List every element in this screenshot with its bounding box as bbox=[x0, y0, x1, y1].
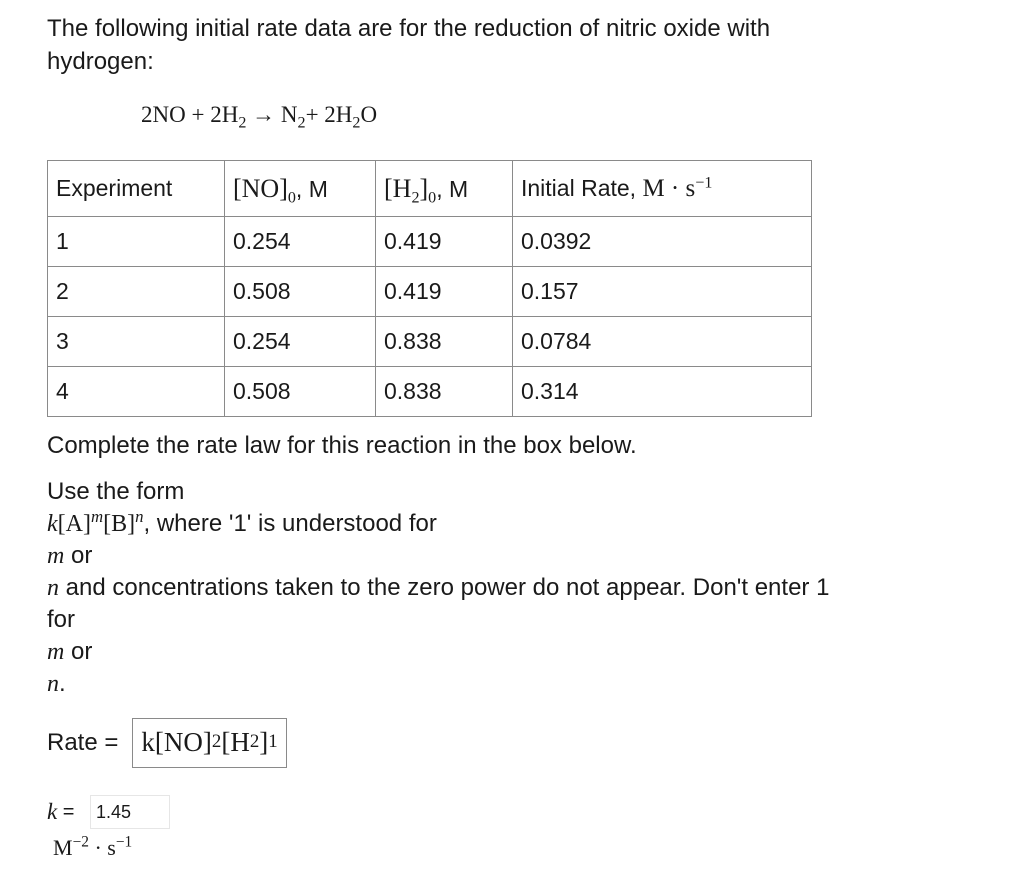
table-row bbox=[48, 317, 812, 367]
rate-data-table bbox=[47, 160, 812, 417]
table-header-row bbox=[48, 161, 812, 217]
k-symbol: k bbox=[47, 799, 58, 824]
rate-law-row bbox=[47, 718, 287, 768]
k-equals: = bbox=[57, 800, 81, 823]
problem-intro bbox=[47, 12, 947, 78]
instruction-n: n. bbox=[47, 670, 66, 697]
cell-rate: 0.157 bbox=[513, 267, 812, 317]
rate-constant-row bbox=[47, 795, 170, 829]
reactant-no: 2NO bbox=[141, 102, 186, 127]
instruction-for: for bbox=[47, 606, 76, 633]
cell-no: 0.508 bbox=[225, 367, 376, 417]
cell-h2: 0.838 bbox=[376, 317, 513, 367]
k-units: $M^{-2} \cdot s^{-1}$ bbox=[53, 833, 133, 860]
cell-experiment: 4 bbox=[48, 367, 225, 417]
header-initial-rate: Initial Rate, $M \cdot s^{-1}$ bbox=[513, 161, 812, 217]
instruction-form: $k[A]^m[B]^n$, where '1' is understood for bbox=[47, 507, 437, 537]
instruction-m-or-2: m or bbox=[47, 638, 93, 665]
rate-label: Rate = bbox=[47, 729, 119, 756]
reaction-arrow: → bbox=[246, 102, 281, 127]
cell-no: 0.254 bbox=[225, 317, 376, 367]
cell-h2: 0.419 bbox=[376, 217, 513, 267]
cell-h2: 0.419 bbox=[376, 267, 513, 317]
header-h2-concentration: $[H_2]_0$, M bbox=[376, 161, 513, 217]
intro-line-1: The following initial rate data are for the reduction of nitric oxide with bbox=[47, 15, 771, 42]
cell-h2: 0.838 bbox=[376, 367, 513, 417]
k-value-input[interactable] bbox=[90, 795, 170, 829]
cell-experiment: 1 bbox=[48, 217, 225, 267]
rate-law-answer-box[interactable]: k[NO] 2 [H 2 ] 1 bbox=[132, 718, 287, 768]
cell-experiment: 2 bbox=[48, 267, 225, 317]
table-row bbox=[48, 367, 812, 417]
cell-rate: 0.314 bbox=[513, 367, 812, 417]
instruction-complete: Complete the rate law for this reaction in the box below. bbox=[47, 432, 637, 459]
table-row bbox=[48, 217, 812, 267]
cell-no: 0.508 bbox=[225, 267, 376, 317]
instructions bbox=[47, 430, 977, 700]
instruction-use-form: Use the form bbox=[47, 478, 185, 505]
cell-rate: 0.0392 bbox=[513, 217, 812, 267]
product-h2o: 2H bbox=[324, 102, 353, 127]
header-experiment: Experiment bbox=[48, 161, 225, 217]
cell-experiment: 3 bbox=[48, 317, 225, 367]
product-n2: N bbox=[280, 102, 298, 127]
reactant-h2: 2H bbox=[210, 102, 239, 127]
reaction-equation: $2NO + 2H_2 \to N_2+ 2H_2O$ bbox=[141, 102, 378, 132]
instruction-zero-power: n and concentrations taken to the zero power do not appear. Don't enter 1 bbox=[47, 574, 830, 601]
intro-line-2: hydrogen: bbox=[47, 48, 154, 75]
cell-rate: 0.0784 bbox=[513, 317, 812, 367]
table-row bbox=[48, 267, 812, 317]
cell-no: 0.254 bbox=[225, 217, 376, 267]
header-no-concentration: $[NO]_0$, M bbox=[225, 161, 376, 217]
instruction-m-or: m or bbox=[47, 542, 93, 569]
